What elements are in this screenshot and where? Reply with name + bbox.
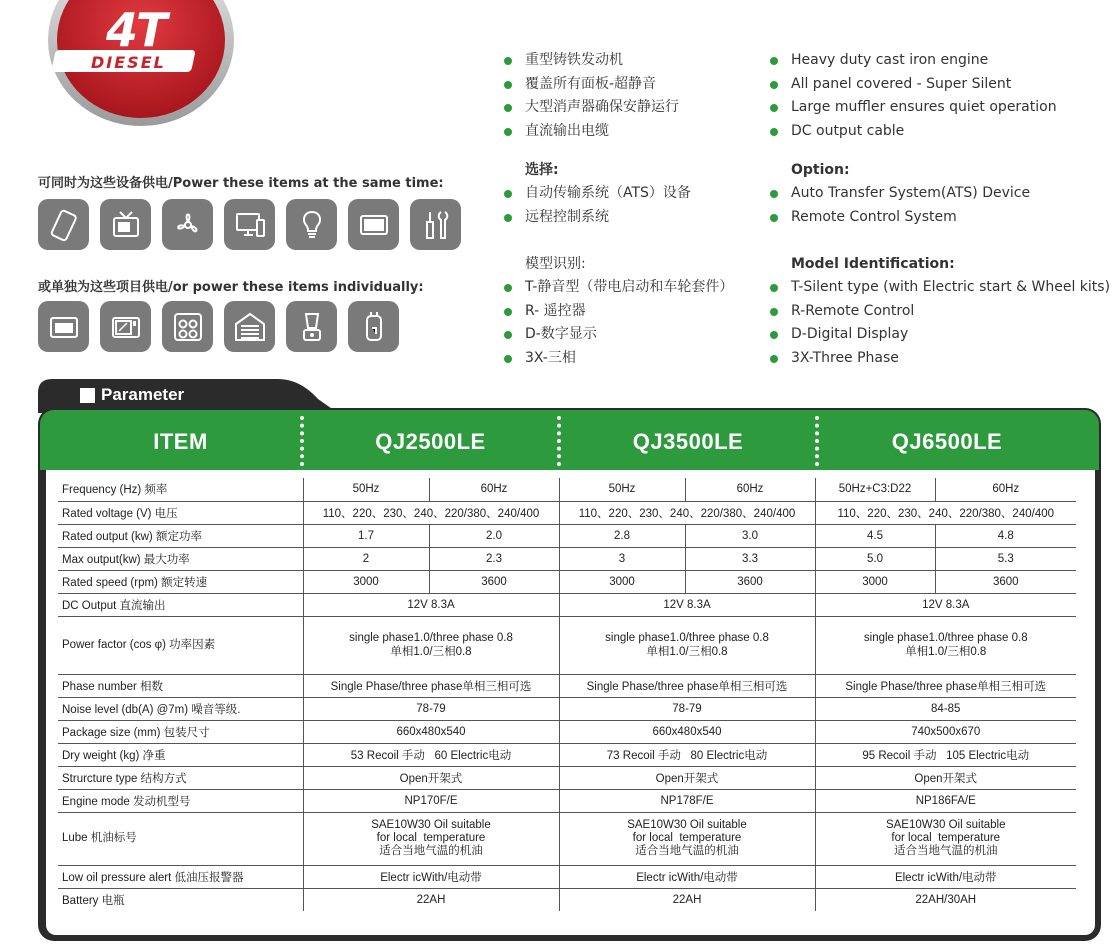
table-cell: 2.8 [559,524,685,547]
table-cell [559,812,815,865]
table-cell: 60Hz [685,478,815,501]
table-cell: 22AH/30AH [815,888,1076,911]
cell-line: for local temperature [891,832,1001,844]
cell-line: for local temperature [376,832,486,844]
table-cell: 1.7 [303,524,429,547]
model-zh-2: R- 遥控器 [503,300,773,324]
bulb-icon [286,199,337,250]
table-cell: 3000 [303,570,429,593]
cell-line: SAE10W30 Oil suitable [371,819,491,831]
option-zh-1: 自动传输系统（ATS）设备 [503,182,773,206]
table-cell: 2.3 [429,547,559,570]
model-title-en: Model Identification: [791,256,955,272]
table-row [58,570,1076,593]
table-cell: 12V 8.3A [559,593,815,616]
table-cell: 3000 [815,570,935,593]
table-cell: Electr icWith/电动带 [815,865,1076,888]
table-cell: 22AH [559,888,815,911]
same-time-icons [38,199,461,250]
table-cell: NP178F/E [559,789,815,812]
cell-line: 单相1.0/三相0.8 [905,646,987,658]
table-cell: 3.3 [685,547,815,570]
table-cell: 50Hz [303,478,429,501]
table-cell: Electr icWith/电动带 [559,865,815,888]
table-cell: 4.8 [935,524,1076,547]
table-row [58,743,1076,766]
model-zh-3: D-数字显示 [503,323,773,347]
table-cell: NP170F/E [303,789,559,812]
tv-icon [100,199,151,250]
logo-text-diesel: DIESEL [91,53,166,72]
option-en-2: Remote Control System [769,206,1114,230]
table-row [58,766,1076,789]
table-row [58,478,1076,501]
cell-line: SAE10W30 Oil suitable [627,819,747,831]
table-cell: 84-85 [815,697,1076,720]
spec-table [58,478,1076,911]
microwave-icon [100,301,151,352]
row-label: Frequency (Hz) 频率 [58,478,303,501]
cell-line: for local temperature [632,832,742,844]
table-cell: 22AH [303,888,559,911]
table-cell: 3 [559,547,685,570]
blender-icon [286,301,337,352]
table-cell: Single Phase/three phase单相三相可选 [303,674,559,697]
table-row [58,501,1076,524]
table-cell: NP186FA/E [815,789,1076,812]
row-label: DC Output 直流输出 [58,593,303,616]
tablet-icon [348,199,399,250]
feature-en-3: Large muffler ensures quiet operation [769,96,1114,120]
table-cell: Open开架式 [815,766,1076,789]
water-heater-icon [348,301,399,352]
table-cell: 110、220、230、240、220/380、240/400 [815,501,1076,524]
individual-heading: 或单独为这些项目供电/or power these items individually: [38,280,424,295]
phone-icon [38,199,89,250]
table-cell: 3600 [685,570,815,593]
models-zh [503,253,773,370]
table-cell: 3600 [429,570,559,593]
option-en-1: Auto Transfer System(ATS) Device [769,182,1114,206]
table-cell: 78-79 [559,697,815,720]
row-label: Package size (mm) 包装尺寸 [58,720,303,743]
row-label: Engine mode 发动机型号 [58,789,303,812]
table-row [58,812,1076,865]
table-cell: 5.0 [815,547,935,570]
model-en-1: T-Silent type (with Electric start & Wheel kits) [769,276,1114,300]
feature-en-1: Heavy duty cast iron engine [769,49,1114,73]
oven-icon [38,301,89,352]
model-en-4: 3X-Three Phase [769,347,1114,371]
row-label: Dry weight (kg) 净重 [58,743,303,766]
row-label: Power factor (cos φ) 功率因素 [58,616,303,674]
row-label: Rated speed (rpm) 额定转速 [58,570,303,593]
table-cell [303,616,559,674]
table-row [58,547,1076,570]
parameter-title-text: Parameter [101,385,185,404]
row-label: Noise level (db(A) @7m) 噪音等级. [58,697,303,720]
table-cell: 53 Recoil 手动 60 Electric电动 [303,743,559,766]
parameter-title [80,385,184,405]
stove-icon [162,301,213,352]
table-cell: 3000 [559,570,685,593]
option-title-zh: 选择: [525,162,559,178]
row-label: Rated voltage (V) 电压 [58,501,303,524]
fan-icon [162,199,213,250]
table-cell: 3600 [935,570,1076,593]
cell-line: 适合当地气温的机油 [379,845,483,857]
garage-icon [224,301,275,352]
table-cell: 73 Recoil 手动 80 Electric电动 [559,743,815,766]
table-row [58,593,1076,616]
table-row [58,524,1076,547]
cell-line: 适合当地气温的机油 [894,845,998,857]
table-row [58,888,1076,911]
table-cell: 60Hz [935,478,1076,501]
model-zh-1: T-静音型（带电启动和车轮套件） [503,276,773,300]
header-model-1: QJ2500LE [375,429,486,454]
option-zh-2: 远程控制系统 [503,206,773,230]
table-cell: 12V 8.3A [303,593,559,616]
table-cell: 2.0 [429,524,559,547]
feature-en-2: All panel covered - Super Silent [769,73,1114,97]
cell-line: 单相1.0/三相0.8 [390,646,472,658]
header-model-3: QJ6500LE [891,429,1003,454]
row-label: Lube 机油标号 [58,812,303,865]
table-cell: Open开架式 [303,766,559,789]
table-cell: Electr icWith/电动带 [303,865,559,888]
cell-line: 适合当地气温的机油 [635,845,739,857]
model-zh-4: 3X-三相 [503,347,773,371]
table-cell [303,812,559,865]
feature-zh-1: 重型铸铁发动机 [503,49,773,73]
row-label: Battery 电瓶 [58,888,303,911]
cell-line: single phase1.0/three phase 0.8 [349,632,513,644]
individual-icons [38,301,399,352]
table-cell: 3.0 [685,524,815,547]
table-cell [815,812,1076,865]
computer-icon [224,199,275,250]
row-label: Max output(kw) 最大功率 [58,547,303,570]
table-cell [815,616,1076,674]
table-row [58,865,1076,888]
feature-zh-2: 覆盖所有面板-超静音 [503,73,773,97]
table-cell: 4.5 [815,524,935,547]
table-row [58,789,1076,812]
row-label: Rated output (kw) 额定功率 [58,524,303,547]
cell-line: single phase1.0/three phase 0.8 [863,632,1028,644]
table-row [58,674,1076,697]
feature-zh-3: 大型消声器确保安静运行 [503,96,773,120]
table-cell: 660x480x540 [303,720,559,743]
options-zh [503,159,773,229]
logo-text-4t: 4T [106,3,166,57]
table-cell: Open开架式 [559,766,815,789]
table-cell: 110、220、230、240、220/380、240/400 [303,501,559,524]
cell-line: single phase1.0/three phase 0.8 [605,632,769,644]
header-item: ITEM [153,429,208,454]
features-en [769,49,1114,143]
table-row [58,720,1076,743]
option-title-en: Option: [791,162,850,178]
table-cell [559,616,815,674]
row-label: Phase number 相数 [58,674,303,697]
features-zh [503,49,773,143]
tools-icon [410,199,461,250]
model-en-3: D-Digital Display [769,323,1114,347]
header-model-2: QJ3500LE [632,429,744,454]
same-time-heading: 可同时为这些设备供电/Power these items at the same time: [38,176,444,191]
table-cell: Single Phase/three phase单相三相可选 [559,674,815,697]
cell-line: 单相1.0/三相0.8 [646,646,728,658]
table-cell: Single Phase/three phase单相三相可选 [815,674,1076,697]
models-en [769,253,1114,370]
row-label: Strurcture type 结构方式 [58,766,303,789]
brand-logo [46,0,236,128]
model-title-zh: 模型识别: [525,256,586,272]
feature-en-4: DC output cable [769,120,1114,144]
table-cell: 60Hz [429,478,559,501]
table-cell: 12V 8.3A [815,593,1076,616]
model-en-2: R-Remote Control [769,300,1114,324]
table-cell: 95 Recoil 手动 105 Electric电动 [815,743,1076,766]
table-cell: 50Hz [559,478,685,501]
parameter-square-icon [80,388,95,403]
table-cell: 2 [303,547,429,570]
table-cell: 110、220、230、240、220/380、240/400 [559,501,815,524]
table-cell: 660x480x540 [559,720,815,743]
table-cell: 78-79 [303,697,559,720]
row-label: Low oil pressure alert 低油压报警器 [58,865,303,888]
table-row [58,616,1076,674]
cell-line: SAE10W30 Oil suitable [885,819,1006,831]
table-row [58,697,1076,720]
table-cell: 740x500x670 [815,720,1076,743]
table-cell: 50Hz+C3:D22 [815,478,935,501]
table-cell: 5.3 [935,547,1076,570]
feature-zh-4: 直流输出电缆 [503,120,773,144]
options-en [769,159,1114,229]
